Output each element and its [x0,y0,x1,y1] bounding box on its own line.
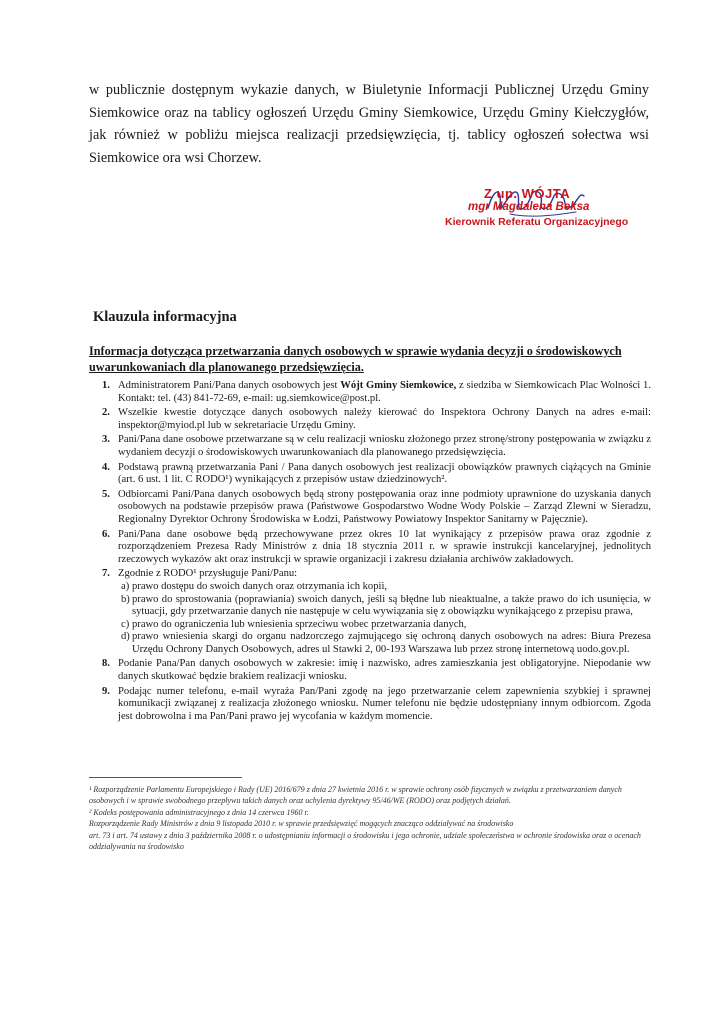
list-item [89,489,651,527]
list-item [89,462,651,487]
section-heading: Klauzula informacyjna [93,309,237,325]
sublist-text: prawo do sprostowania (poprawiania) swoich danych, jeśli są błędne lub nieaktualne, a także prawo do ich usunięcia, w sytuacji, gdy przetwarzanie danych nie następuje w celu wywiązania się z obowiązku wynikającego z przepisu prawa, [132,593,651,618]
footnote: ² Kodeks postępowania administracyjnego z dnia 14 czerwca 1960 r. [89,807,309,817]
administrator-name: Wójt Gminy Siemkowice, [340,380,457,391]
item-text: Pani/Pana dane osobowe przetwarzane są w celu realizacji wniosku złożonego przez stronę/strony postępowania w związku z wydaniem decyzji o środowiskowych uwarunkowaniach dla planowanego przedsięwzięcia. [118,434,651,458]
sublist-item [118,619,651,632]
footnote: ¹ Rozporządzenie Parlamentu Europejskiego i Rady (UE) 2016/679 z dnia 27 kwietnia 2016 r. w sprawie ochrony osób fizycznych w związku z przetwarzaniem danych osobowych i w sprawie swobodnego przepływu takich danych oraz uchylenia dyrektywy 95/46/WE (RODO) oraz podjętych działań. [89,785,622,806]
signature-stamp [440,186,640,256]
footnotes [89,784,659,852]
item-text: Pani/Pana dane osobowe będą przechowywane przez okres 10 lat wynikający z przepisów prawa oraz zgodnie z rozporządzeniem Prezesa Rady Ministrów z dnia 18 stycznia 2011 r. w sprawie instrukcji kancelaryjnej, jednolitych rzeczowych wykazów akt oraz instrukcji w sprawie organizacji i zakresu działania archiwów zakładowych. [118,528,651,565]
information-clause-list [89,380,651,725]
sublist-letter: d) [121,631,130,643]
item-text-part: Administratorem Pani/Pana danych osobowych jest [118,380,341,391]
item-text: Wszelkie kwestie dotyczące danych osobowych należy kierować do Inspektora Ochrony Danych na adres e-mail: inspektor@myiod.pl lub w sekretariacie Urzędu Gminy. [118,407,651,431]
footnote: art. 73 i art. 74 ustawy z dnia 3 października 2008 r. o udostępnianiu informacji o środowisku i jego ochronie, udziale społeczeństwa w ochronie środowiska oraz o ocenach oddziaływania na środowisko [89,830,641,852]
item-number: 4. [102,461,110,473]
list-item [89,380,651,405]
list-item [89,407,651,432]
list-item [89,568,651,656]
item-number: 7. [102,568,110,580]
sublist-text: prawo wniesienia skargi do organu nadzorczego zajmującego się ochroną danych osobowych na adres: Biura Prezesa Urzędu Ochrony Danych Osobowych, adres ul Stawki 2, 00-193 Warszawa lub przez stronę internetową uodo.gov.pl. [132,631,651,655]
section-subheading: Informacja dotycząca przetwarzania danych osobowych w sprawie wydania decyzji o środowiskowych uwarunkowaniach dla planowanego przedsięwzięcia. [89,344,622,374]
sublist-letter: a) [121,580,130,592]
item-number: 9. [102,685,110,697]
stamp-position: Kierownik Referatu Organizacyjnego [445,216,629,228]
footnote: Rozporządzenie Rady Ministrów z dnia 9 listopada 2010 r. w sprawie przedsięwzięć mogących znacząco oddziaływać na środowisko [89,819,514,829]
list-item [89,529,651,567]
item-text: Podając numer telefonu, e-mail wyraża Pan/Pani zgodę na jego przetwarzanie celem zapewnienia szybkiej i sprawnej komunikacji związanej z realizacja złożonego wniosku. Numer telefonu nie będzie udostępniany innym odbiorcom. Zgoda jest dobrowolna i ma Pan/Pani prawo jej wycofania w każdym momencie. [118,685,651,722]
item-number: 3. [102,434,110,446]
stamp-name: mgr Magdalena Beksa [468,201,590,213]
item-number: 8. [102,658,110,670]
list-item [89,434,651,459]
sublist-text: prawo dostępu do swoich danych oraz otrzymania ich kopii, [132,580,388,592]
item-text: Zgodnie z RODO¹ przysługuje Pani/Panu: [118,568,298,580]
item-text: Podanie Pana/Pan danych osobowych w zakresie: imię i nazwisko, adres zamieszkania jest obligatoryjne. Niepodanie ww danych skutkować będzie brakiem realizacji wniosku. [118,658,651,683]
footnote-divider [89,777,242,778]
item-number: 2. [102,407,110,419]
sublist-text: prawo do ograniczenia lub wniesienia sprzeciwu wobec przetwarzania danych, [132,618,467,630]
sublist-item [118,631,651,656]
list-item [89,658,651,683]
item-text: Podstawą prawną przetwarzania Pani / Pana danych osobowych jest realizacji obowiązków prawnych ciążących na Gminie (art. 6 ust. 1 lit. C RODO¹) wynikających z przepisów ustaw dziedzinowych². [118,461,651,486]
sublist-letter: b) [121,593,130,605]
item-number: 1. [102,380,110,391]
sublist-letter: c) [121,618,130,630]
item-number: 6. [102,528,110,540]
item-number: 5. [102,488,110,500]
item-text-part: z siedziba w Siemkowicach Plac Wolności 1. Kontakt: tel. (43) 841-72-69, e-mail: ug.siemkowice@post.pl. [118,380,651,404]
sublist-item [118,581,651,594]
stamp-title: Z up. WÓJTA [484,186,571,201]
intro-paragraph: w publicznie dostępnym wykazie danych, w Biuletynie Informacji Publicznej Urzędu Gminy Siemkowice oraz na tablicy ogłoszeń Urzędu Gminy Siemkowice, Urzędu Gminy Kiełczygłów, jak również w pobliżu miejsca realizacji przedsięwzięcia, tj. tablicy ogłoszeń sołectwa wsi Siemkowice ora wsi Chorzew. [89,82,649,166]
sublist-item [118,594,651,619]
list-item [89,686,651,724]
item-text: Odbiorcami Pani/Pana danych osobowych będą strony postępowania oraz inne podmioty uprawnione do uzyskania danych osobowych na podstawie przepisów prawa (Państwowe Gospodarstwo Wodne Wody Polskie – Zarząd Zlewni w Sieradzu, Regionalny Dyrektor Ochrony Środowiska w Łodzi, Państwowy Powiatowy Inspektor Sanitarny w Pajęcznie). [118,488,651,525]
rights-sublist [118,581,651,657]
